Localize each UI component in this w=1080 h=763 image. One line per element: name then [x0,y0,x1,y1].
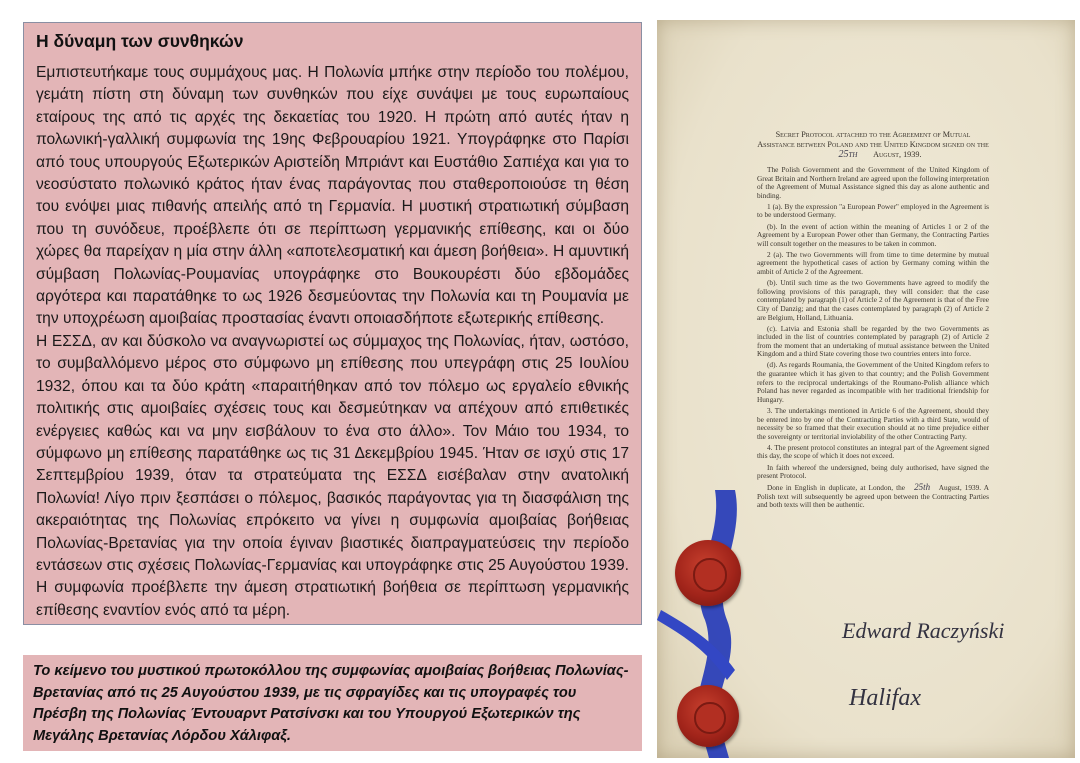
wax-seal-icon [675,540,741,606]
protocol-final-paragraph [757,483,989,510]
protocol-paragraph: (b). Until such time as the two Governments have agreed to modify the following provisions of this paragraph, they will consider: that the case contemplated by paragraph (1) of Article 2 of the Agreement is that of the Free City of Danzig; and that the cases contemplated by paragraph (2) of Article 2 are Belgium, Holland, Lithuania. [757,278,989,322]
article-body [36,62,629,622]
protocol-final-text: Done in English in duplicate, at London, the [767,483,906,493]
protocol-final-date: 25th [914,482,931,493]
article-paragraph: Η ΕΣΣΔ, αν και δύσκολο να αναγνωριστεί ως σύμμαχος της Πολωνίας, ήταν, ωστόσο, το συμβαλλόμενο μέρος στο σύμφωνο μη επίθεσης που υπεγράφη στις 25 Ιουλίου 1932, όπου και τα δύο κράτη «παραιτήθηκαν από τον πόλεμο ως εργαλείο εθνικής πολιτικής στις αμοιβαίες σχέσεις τους και δεσμεύτηκαν να απέχουν από επιθετικές ενέργειες καθώς και να μην εισβάλουν το ένα στο άλλο». Τον Μάιο του 1934, το σύμφωνο μη επίθεσης παρατάθηκε ως τις 31 Δεκεμβρίου 1945. Ήταν σε ισχύ στις 17 Σεπτεμβρίου 1939, όταν τα στρατεύματα της ΕΣΣΔ εισέβαλαν στην ανατολική Πολωνία! Λίγο πριν ξεσπάσει ο πόλεμος, βασικός παράγοντας για τη διασφάλιση της ακεραιότητας της Πολωνίας επρόκειτο να γίνει η συμφωνία αμοιβαίας βοήθειας Πολωνίας-Βρετανίας για την οποία έγιναν βιαστικές διαπραγματεύσεις την περίοδο εντάσεων στις σχέσεις Πολωνίας-Γερμανίας και υπογράφηκε στις 25 Αυγούστου 1939. Η συμφωνία προέβλεπε την άμεση στρατιωτική βοήθεια σε περίπτωση γερμανικής επίθεσης εναντίον ενός από τα μέρη. [36,332,629,619]
signature-raczynski: Edward Raczyński [842,618,1005,643]
protocol-header-month: August, 1939. [873,150,922,159]
protocol-paragraph: (c). Latvia and Estonia shall be regarded by the two Governments as included in the list of countries contemplated by paragraph (2) of Article 2 from the moment that an undertaking of mutual assistance between the United Kingdom and a third State covering those two countries enters into force. [757,323,989,359]
protocol-paragraph: 3. The undertakings mentioned in Article 6 of the Agreement, should they be entered into by one of the Contracting Parties with a third State, would of necessity be so framed that their execution should at no time prejudice either the sovereignty or territorial inviolability of the other Contracting Party. [757,405,989,441]
historical-document-image [657,20,1075,758]
protocol-text [757,130,989,512]
wax-seal-icon [677,685,739,747]
protocol-paragraph: The Polish Government and the Government of the United Kingdom of Great Britain and Northern Ireland are agreed upon the following interpretation of the Agreement of Mutual Assistance signed this day as alone authentic and binding. [757,165,989,200]
protocol-paragraph: 2 (a). The two Governments will from time to time determine by mutual agreement the hypothetical cases of action by Germany coming within the ambit of Article 2 of the Agreement. [757,249,989,277]
protocol-paragraph: 4. The present protocol constitutes an integral part of the Agreement signed this day, the scope of which it does not exceed. [757,442,989,461]
blue-ribbon [657,20,752,758]
article-paragraph: Εμπιστευτήκαμε τους συμμάχους μας. Η Πολωνία μπήκε στην περίοδο του πολέμου, γεμάτη πίστη στη δύναμη των συνθηκών που είχε συνάψει με τους ευρωπαίους εταίρους της από τις αρχές της δεκαετίας του 1920. Η πρώτη από αυτές ήταν η πολωνική-γαλλική συμφωνία της 19ης Φεβρουαρίου 1921. Υπογράφηκε στο Παρίσι από τους υπουργούς Εξωτερικών Αριστείδη Μπριάντ και Ευστάθιο Σαπιέχα και για το νεοσύστατο πολωνικό κράτος ήταν ένας παράγοντας που σταθεροποιούσε τη θέση του ενόψει μιας πιθανής απειλής από τη Γερμανία. Η μυστική στρατιωτική σύμβαση που τη συνόδευε, προέβλεπε ότι σε περίπτωση γερμανικής επίθεσης, και οι δύο χώρες θα παρείχαν η μία στην άλλη «αποτελεσματική και άμεση βοήθεια». Η αμυντική σύμβαση Πολωνίας-Ρουμανίας υπογράφηκε στο Βουκουρέστι δύο εβδομάδες αργότερα και παρατάθηκε το ως 1926 δεσμεύοντας την Πολωνία και τη Ρουμανία με την υποχρέωση αμοιβαίας προστασίας έναντι οποιασδήποτε εξωτερικής επίθεσης. [36,64,629,328]
article-box [23,22,642,625]
protocol-final-text-2: August, 1939. A Polish text will subsequently be agreed upon between the Contracting Parties and both texts will then be authentic. [757,483,990,510]
signature-halifax: Halifax [849,685,921,711]
image-caption: Το κείμενο του μυστικού πρωτοκόλλου της συμφωνίας αμοιβαίας βοήθειας Πολωνίας-Βρετανίας από τις 25 Αυγούστου 1939, με τις σφραγίδες και τις υπογραφές του Πρέσβη της Πολωνίας Έντουαρντ Ρατσίνσκι και του Υπουργού Εξωτερικών της Μεγάλης Βρετανίας Λόρδου Χάλιφαξ. [23,655,642,751]
protocol-paragraph: (d). As regards Roumania, the Government of the United Kingdom refers to the guarantee which it has given to that country; and the Polish Government refers to the reciprocal undertakings of the Roumano-Polish alliance which Poland has never regarded as incompatible with her traditional friendship for Hungary. [757,360,989,404]
protocol-paragraph: (b). In the event of action within the meaning of Articles 1 or 2 of the Agreement by a European Power other than Germany, the Contracting Parties will consult together on the measures to be taken in common. [757,221,989,248]
protocol-header [757,130,989,160]
protocol-paragraph: 1 (a). By the expression "a European Power" employed in the Agreement is to be understood Germany. [757,201,989,220]
protocol-header-date: 25th [838,149,858,160]
article-title: Η δύναμη των συνθηκών [36,31,244,51]
protocol-header-text: Secret Protocol attached to the Agreement of Mutual Assistance between Poland and the United Kingdom signed on the [757,130,989,149]
protocol-paragraph: In faith whereof the undersigned, being duly authorised, have signed the present Protocol. [757,462,989,481]
